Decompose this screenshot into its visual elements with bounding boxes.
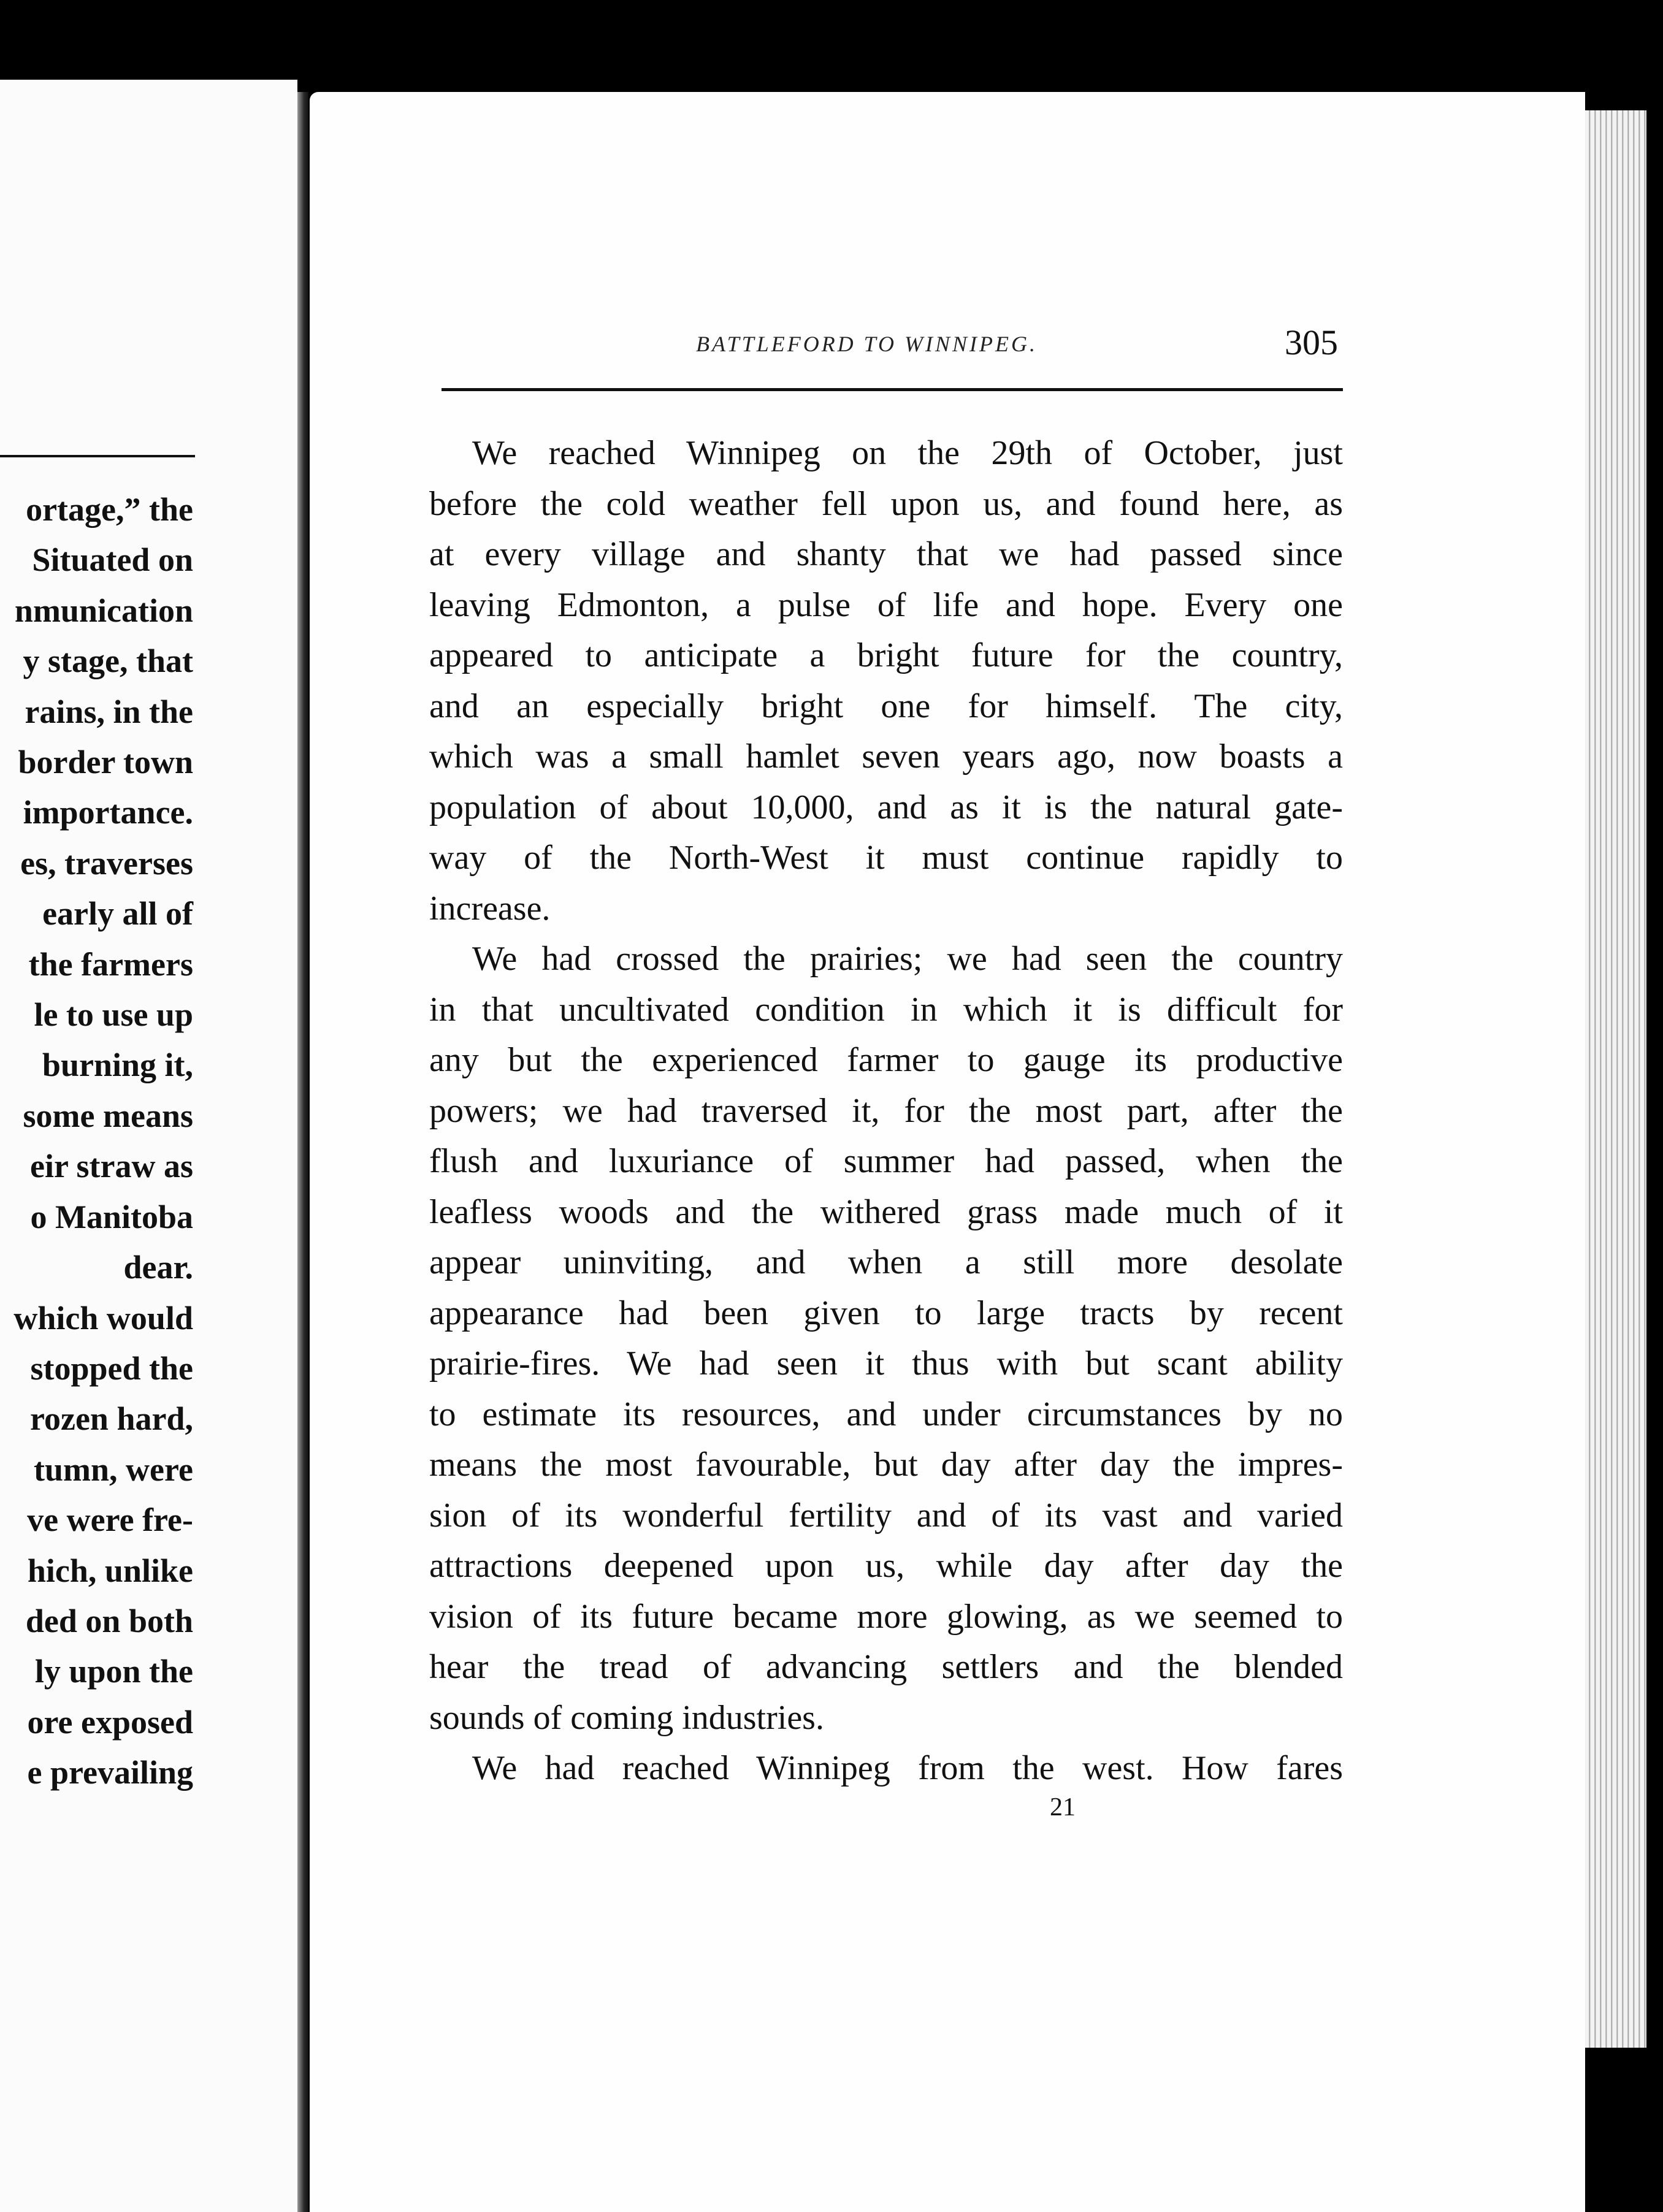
previous-page-line: o Manitoba xyxy=(30,1198,193,1235)
previous-page-line: which would xyxy=(13,1299,193,1337)
scan-speck xyxy=(410,44,416,55)
text-line: hear the tread of advancing settlers and the blended xyxy=(429,1648,1343,1686)
previous-page-line: nmunication xyxy=(14,592,193,629)
text-line: population of about 10,000, and as it is the natural gate- xyxy=(429,788,1343,826)
previous-page-line: stopped the xyxy=(30,1349,193,1387)
text-line: which was a small hamlet seven years ago, now boasts a xyxy=(429,738,1343,776)
text-line: before the cold weather fell upon us, and found here, as xyxy=(429,484,1343,523)
running-head: BATTLEFORD TO WINNIPEG. xyxy=(696,332,1038,356)
body-text xyxy=(429,428,1343,1794)
previous-page-line: hich, unlike xyxy=(27,1552,193,1589)
text-line: vision of its future became more glowing, as we seemed to xyxy=(429,1597,1343,1636)
previous-page-line: le to use up xyxy=(34,996,193,1034)
text-line: to estimate its resources, and under circumstances by no xyxy=(429,1395,1343,1433)
text-line: attractions deepened upon us, while day after day the xyxy=(429,1547,1343,1585)
previous-page-line: ve were fre- xyxy=(27,1501,193,1539)
text-line: in that uncultivated condition in which it is difficult for xyxy=(429,990,1343,1029)
previous-page-line: e prevailing xyxy=(27,1754,193,1791)
previous-page-line: es, traverses xyxy=(20,844,193,882)
text-line: prairie-fires. We had seen it thus with but scant ability xyxy=(429,1344,1343,1382)
previous-page-line: rains, in the xyxy=(25,693,193,730)
previous-page-line: border town xyxy=(18,744,193,781)
previous-page-line: ortage,” the xyxy=(26,491,193,528)
text-line: leafless woods and the withered grass made much of it xyxy=(429,1192,1343,1231)
previous-page-line: tumn, were xyxy=(34,1451,193,1488)
text-line: appearance had been given to large tracts by recent xyxy=(429,1294,1343,1332)
text-line: and an especially bright one for himself. The city, xyxy=(429,687,1343,725)
book-gutter xyxy=(297,92,308,2212)
page-edges xyxy=(1585,110,1646,2048)
previous-page-line: the farmers xyxy=(28,945,193,983)
previous-page-line: Situated on xyxy=(32,541,193,579)
text-line: any but the experienced farmer to gauge its productive xyxy=(429,1041,1343,1079)
text-line: flush and luxuriance of summer had passed, when the xyxy=(429,1142,1343,1180)
text-line: appear uninviting, and when a still more desolate xyxy=(429,1243,1343,1281)
text-line: way of the North-West it must continue rapidly to xyxy=(429,839,1343,877)
previous-page-line: dear. xyxy=(123,1249,193,1286)
page-number: 305 xyxy=(1285,322,1338,362)
previous-page-fragment xyxy=(0,80,297,2212)
text-line: We had crossed the prairies; we had seen the country xyxy=(472,940,1343,978)
text-line: We reached Winnipeg on the 29th of October, just xyxy=(472,434,1343,472)
text-line: means the most favourable, but day after day the impres- xyxy=(429,1446,1343,1484)
signature-mark: 21 xyxy=(1050,1793,1076,1821)
scan-speck xyxy=(1018,56,1023,61)
header-rule xyxy=(442,388,1343,391)
text-line: sounds of coming industries. xyxy=(429,1698,824,1737)
text-line: powers; we had traversed it, for the most part, after the xyxy=(429,1091,1343,1130)
text-line: leaving Edmonton, a pulse of life and hope. Every one xyxy=(429,585,1343,624)
paragraph-1 xyxy=(429,428,1343,934)
previous-page-line: importance. xyxy=(23,794,193,831)
previous-page-line: ly upon the xyxy=(34,1653,193,1690)
previous-page-line: burning it, xyxy=(42,1047,193,1084)
text-line: We had reached Winnipeg from the west. How fares xyxy=(472,1749,1343,1787)
paragraph-3 xyxy=(429,1743,1343,1794)
previous-page-line: early all of xyxy=(42,895,193,932)
previous-page-header-rule xyxy=(0,455,195,457)
previous-page-line: ded on both xyxy=(25,1602,193,1639)
scan-speck xyxy=(1081,18,1086,26)
previous-page-text xyxy=(13,484,193,1798)
text-line: at every village and shanty that we had passed since xyxy=(429,535,1343,573)
previous-page-line: eir straw as xyxy=(30,1148,193,1185)
paragraph-2 xyxy=(429,934,1343,1743)
previous-page-line: ore exposed xyxy=(27,1703,193,1741)
text-line: increase. xyxy=(429,889,551,928)
previous-page-line: rozen hard, xyxy=(30,1400,193,1438)
text-line: appeared to anticipate a bright future for the country, xyxy=(429,636,1343,674)
text-line: sion of its wonderful fertility and of its vast and varied xyxy=(429,1496,1343,1535)
previous-page-line: y stage, that xyxy=(23,643,193,680)
scan-speck xyxy=(1515,72,1521,86)
previous-page-line: some means xyxy=(23,1097,193,1134)
